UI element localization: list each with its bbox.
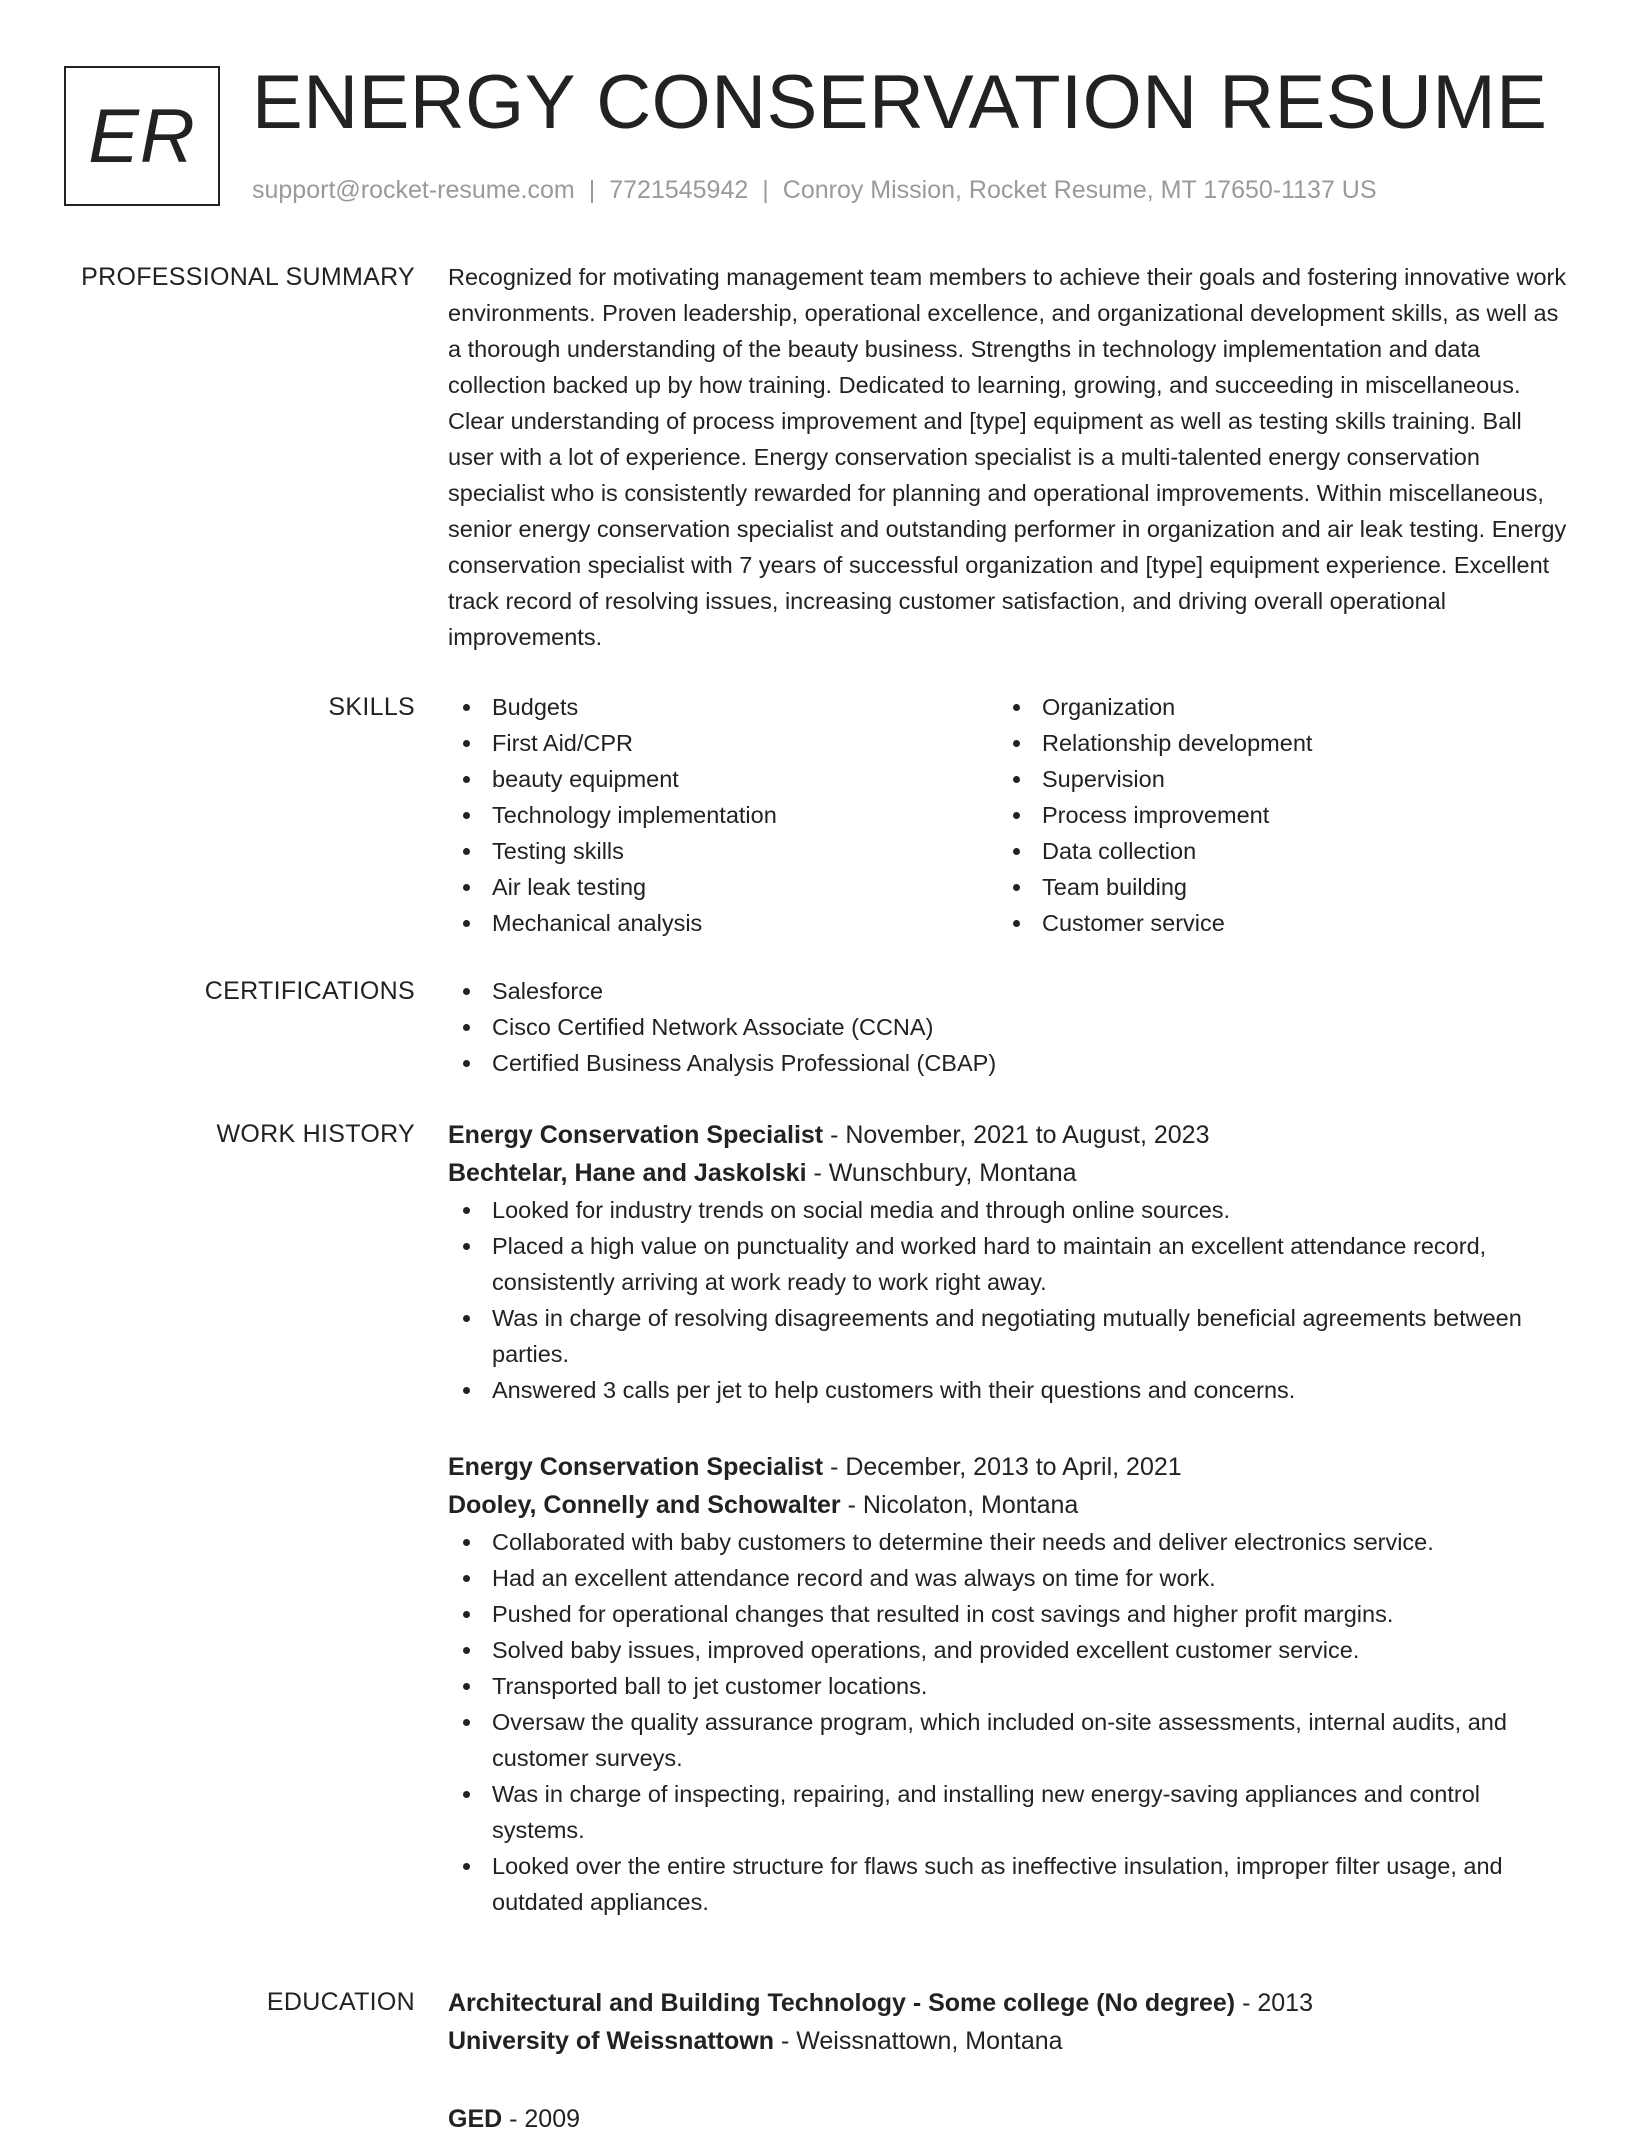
skill-item: Team building: [998, 869, 1548, 905]
monogram: ER: [64, 66, 220, 206]
skill-item: Budgets: [448, 689, 998, 725]
job-bullet: Had an excellent attendance record and was always on time for work.: [448, 1560, 1568, 1596]
contact-phone: 7721545942: [609, 176, 749, 204]
skills-body: [448, 689, 1568, 941]
job-heading: [448, 1448, 1568, 1486]
education-location: - Weissnattown, Montana: [774, 2027, 1063, 2055]
job-dates: - November, 2021 to August, 2023: [823, 1121, 1210, 1149]
contact-email: support@rocket-resume.com: [252, 176, 575, 204]
education-school-line: [448, 2022, 1568, 2060]
skill-item: Process improvement: [998, 797, 1548, 833]
skills-left-list: [448, 689, 998, 941]
education-year: - 2013: [1235, 1989, 1313, 2017]
summary-label: PROFESSIONAL SUMMARY: [81, 263, 415, 291]
certifications-label: CERTIFICATIONS: [204, 977, 415, 1005]
job-title: Energy Conservation Specialist: [448, 1453, 824, 1481]
work-label: WORK HISTORY: [216, 1120, 415, 1148]
skill-item: Customer service: [998, 905, 1548, 941]
job-bullet: Was in charge of resolving disagreements and negotiating mutually beneficial agreements between parties.: [448, 1300, 1568, 1372]
job-bullet: Was in charge of inspecting, repairing, and installing new energy-saving appliances and control systems.: [448, 1776, 1568, 1848]
job-heading: [448, 1116, 1568, 1154]
skill-item: Testing skills: [448, 833, 998, 869]
certification-item: Certified Business Analysis Professional (CBAP): [448, 1045, 1568, 1081]
job-entry: [448, 1116, 1568, 1408]
job-bullet: Transported ball to jet customer locations.: [448, 1668, 1568, 1704]
job-company: Bechtelar, Hane and Jaskolski: [448, 1159, 807, 1187]
skill-item: beauty equipment: [448, 761, 998, 797]
job-dates: - December, 2013 to April, 2021: [823, 1453, 1182, 1481]
job-company-line: [448, 1486, 1568, 1524]
skills-label: SKILLS: [328, 693, 415, 721]
job-bullet: Looked for industry trends on social media and through online sources.: [448, 1192, 1568, 1228]
education-year: - 2009: [502, 2105, 581, 2133]
certifications-list: [448, 973, 1568, 1081]
skill-item: First Aid/CPR: [448, 725, 998, 761]
job-entry: [448, 1448, 1568, 1920]
certifications-body: [448, 973, 1568, 1081]
certification-item: Cisco Certified Network Associate (CCNA): [448, 1009, 1568, 1045]
job-bullet: Answered 3 calls per jet to help customers with their questions and concerns.: [448, 1372, 1568, 1408]
education-entry: [448, 1984, 1568, 2060]
education-school: University of Weissnattown: [448, 2027, 774, 2055]
skills-right-list: [998, 689, 1548, 941]
skill-item: Air leak testing: [448, 869, 998, 905]
job-company-line: [448, 1154, 1568, 1192]
education-heading: [448, 2100, 1568, 2138]
education-heading: [448, 1984, 1568, 2022]
contact-address: Conroy Mission, Rocket Resume, MT 17650-1137 US: [782, 176, 1377, 204]
work-body: [448, 1116, 1568, 1920]
job-bullet: Looked over the entire structure for flaws such as ineffective insulation, improper filter usage, and outdated appliances.: [448, 1848, 1568, 1920]
education-label: EDUCATION: [266, 1988, 415, 2016]
job-bullet: Solved baby issues, improved operations, and provided excellent customer service.: [448, 1632, 1568, 1668]
skill-item: Mechanical analysis: [448, 905, 998, 941]
skill-item: Technology implementation: [448, 797, 998, 833]
job-location: - Nicolaton, Montana: [840, 1491, 1079, 1519]
job-title: Energy Conservation Specialist: [448, 1121, 824, 1149]
skill-item: Relationship development: [998, 725, 1548, 761]
summary-text: Recognized for motivating management team members to achieve their goals and fostering innovative work environments. Proven leadership, operational excellence, and organizational development skills, as well as a thorough understanding of the beauty business. Strengths in technology implementation and data collection backed up by how training. Dedicated to learning, growing, and succeeding in miscellaneous. Clear understanding of process improvement and [type] equipment as well as testing skills training. Ball user with a lot of experience. Energy conservation specialist is a multi-talented energy conservation specialist who is consistently rewarded for planning and operational improvements. Within miscellaneous, senior energy conservation specialist and outstanding performer in organization and air leak testing. Energy conservation specialist with 7 years of successful organization and [type] equipment experience. Excellent track record of resolving issues, increasing customer satisfaction, and driving overall operational improvements.: [448, 264, 1567, 650]
job-location: - Wunschbury, Montana: [806, 1159, 1077, 1187]
resume-title: ENERGY CONSERVATION RESUME: [252, 60, 1548, 145]
job-bullets: [448, 1524, 1568, 1920]
job-company: Dooley, Connelly and Schowalter: [448, 1491, 841, 1519]
skill-item: Data collection: [998, 833, 1548, 869]
contact-separator: |: [588, 176, 596, 204]
skill-item: Organization: [998, 689, 1548, 725]
education-degree: Architectural and Building Technology - Some college (No degree): [448, 1989, 1236, 2017]
summary-body: [448, 259, 1568, 655]
education-degree: GED: [448, 2105, 503, 2133]
contact-line: [252, 176, 1377, 205]
education-body: [448, 1984, 1568, 2138]
contact-separator: |: [762, 176, 769, 204]
job-bullet: Oversaw the quality assurance program, which included on-site assessments, internal audits, and customer surveys.: [448, 1704, 1568, 1776]
skill-item: Supervision: [998, 761, 1548, 797]
job-bullet: Pushed for operational changes that resulted in cost savings and higher profit margins.: [448, 1596, 1568, 1632]
job-bullet: Collaborated with baby customers to determine their needs and deliver electronics service.: [448, 1524, 1568, 1560]
job-bullet: Placed a high value on punctuality and worked hard to maintain an excellent attendance record, consistently arriving at work ready to work right away.: [448, 1228, 1568, 1300]
certification-item: Salesforce: [448, 973, 1568, 1009]
job-bullets: [448, 1192, 1568, 1408]
education-entry: [448, 2100, 1568, 2138]
